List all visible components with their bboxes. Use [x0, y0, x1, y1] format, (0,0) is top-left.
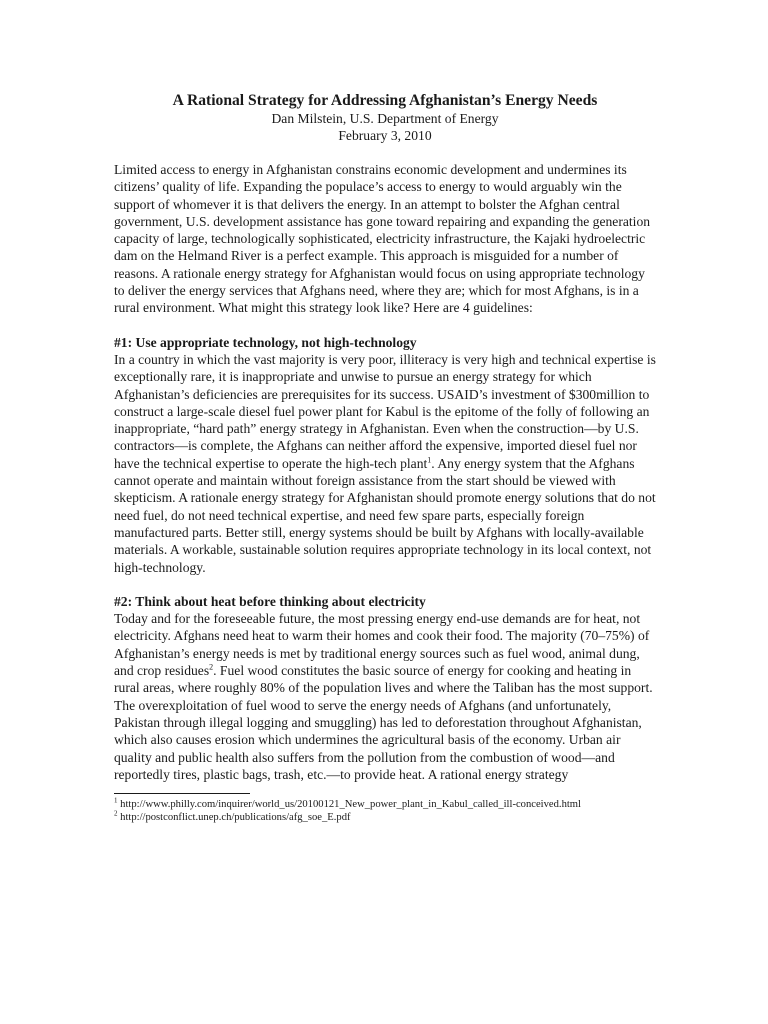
section-2-paragraph [114, 610, 656, 783]
section-1-paragraph [114, 351, 656, 576]
section-1-heading: #1: Use appropriate technology, not high-technology [114, 334, 417, 350]
footnote-2-link[interactable]: http://postconflict.unep.ch/publications/afg_soe_E.pdf [117, 812, 351, 824]
footnote-1 [114, 798, 656, 811]
footnote-2 [114, 811, 656, 824]
date-line: February 3, 2010 [338, 128, 432, 143]
section-1-text-a: In a country in which the vast majority is very poor, illiteracy is very high and technical expertise is exceptionally rare, it is inappropriate and unwise to pursue an energy strategy for which Afghanistan’s deficiencies are prerequisites for its success. USAID’s investment of $300million to construct a large-scale diesel fuel power plant for Kabul is the epitome of the folly of following an inappropriate, “hard path” energy strategy in Afghanistan. Even when the construction—by U.S. contractors—is complete, the Afghans can neither afford the expensive, imported diesel fuel nor have the technical expertise to operate the high-tech plant [114, 351, 656, 471]
author-line: Dan Milstein, U.S. Department of Energy [271, 111, 499, 126]
footnote-ref-2: 2 [209, 662, 214, 672]
document-title: A Rational Strategy for Addressing Afghanistan’s Energy Needs [172, 92, 598, 109]
section-2-text-a: Today and for the foreseeable future, the most pressing energy end-use demands are for heat, not electricity. Afghans need heat to warm their homes and cook their food. The majority (70–75%) of Afghanistan’s energy needs is met by traditional energy sources such as fuel wood, animal dung, and crop residues [114, 611, 650, 679]
footnote-2-number: 2 [114, 809, 118, 818]
section-2-text-b: . Fuel wood constitutes the basic source of energy for cooking and heating in rural areas, where roughly 80% of the population lives and where the Taliban has the most support. The overexploitation of fuel wood to serve the energy needs of Afghans (and unfortunately, Pakistan through illegal logging and smuggling) has led to deforestation throughout Afghanistan, which also causes erosion which undermines the agricultural basis of the economy. Urban air quality and public health also suffers from the pollution from the combustion of wood—and reportedly tires, plastic bags, trash, etc.—to provide heat. A rational energy strategy [114, 663, 653, 782]
intro-paragraph: Limited access to energy in Afghanistan constrains economic development and undermines its citizens’ quality of life. Expanding the populace’s access to energy to would arguably win the support of whomever it is that delivers the energy. In an attempt to bolster the Afghan central government, U.S. development assistance has gone toward repairing and expanding the generation capacity of large, technologically sophisticated, electricity infrastructure, the Kajaki hydroelectric dam on the Helmand River is a perfect example. This approach is misguided for a number of reasons. A rationale energy strategy for Afghanistan would focus on using appropriate technology to deliver the energy services that Afghans need, where they are; which for most Afghans, is in a rural environment. What might this strategy look like? Here are 4 guidelines: [114, 162, 651, 316]
footnote-divider [114, 793, 250, 794]
document-body [114, 161, 656, 783]
footnote-1-link[interactable]: http://www.philly.com/inquirer/world_us/20100121_New_power_plant_in_Kabul_called_ill-conceived.html [117, 799, 581, 811]
section-1-text-b: . Any energy system that the Afghans cannot operate and maintain without foreign assistance from the start should be viewed with skepticism. A rationale energy strategy for Afghanistan should promote energy solutions that do not need fuel, do not need technical expertise, and need few spare parts, especially foreign manufactured parts. Better still, energy systems should be built by Afghans with locally-available materials. A workable, sustainable solution requires appropriate technology in its local context, not high-technology. [114, 455, 656, 575]
section-2-heading: #2: Think about heat before thinking about electricity [114, 593, 426, 609]
footnote-1-number: 1 [114, 796, 118, 805]
footnote-ref-1: 1 [427, 455, 432, 465]
